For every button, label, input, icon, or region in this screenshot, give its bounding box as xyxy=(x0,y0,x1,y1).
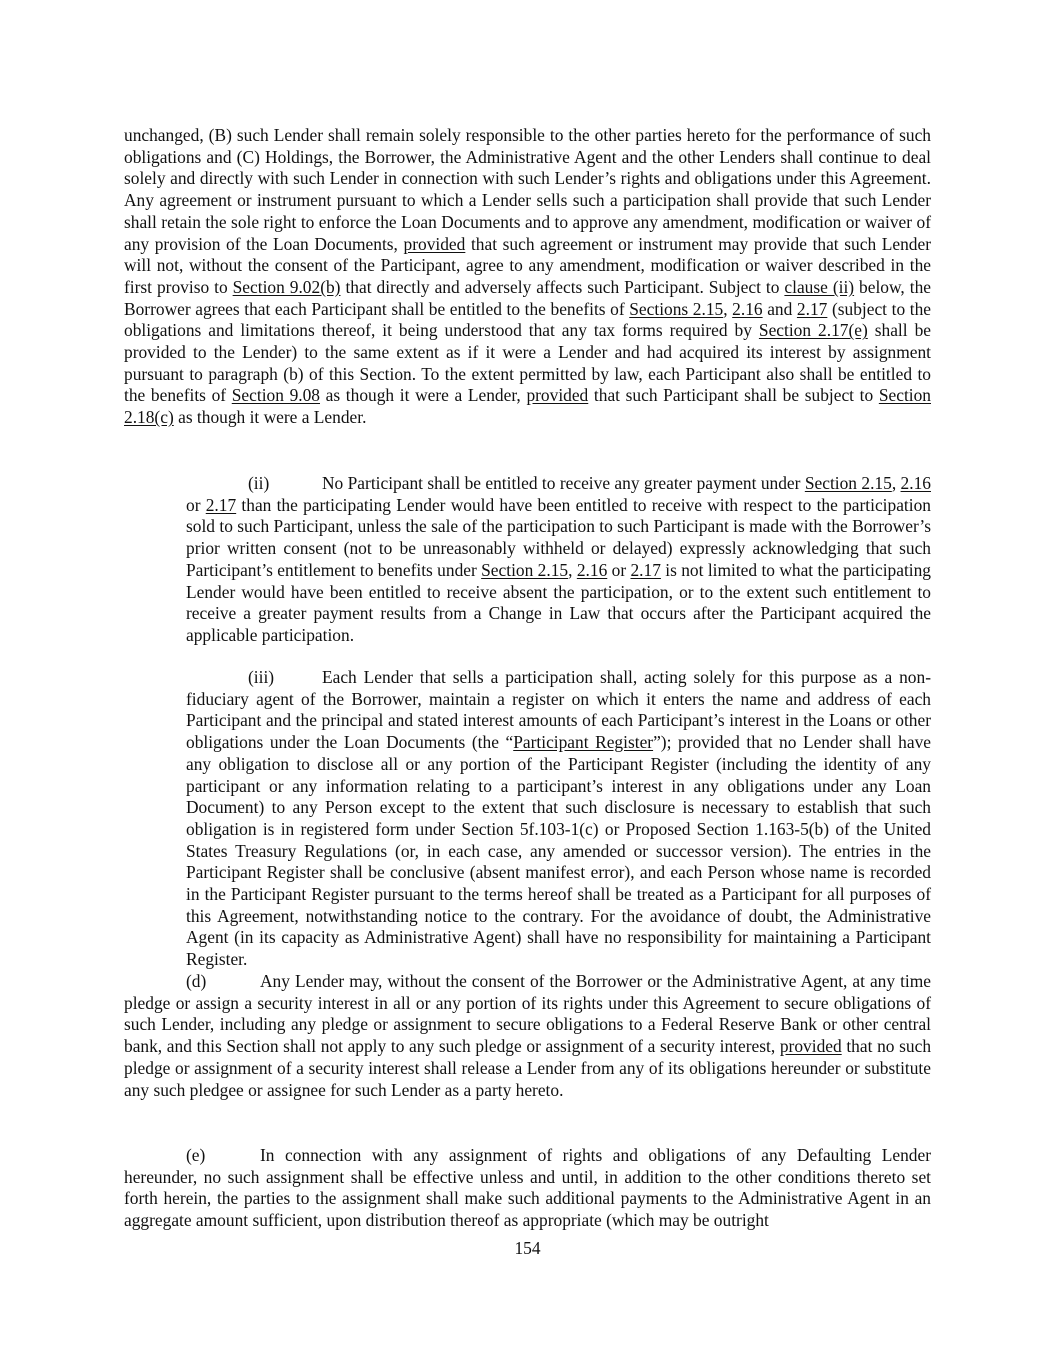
section-ref: Section 2.15 xyxy=(804,473,892,493)
provided-term: provided xyxy=(403,233,466,254)
paragraph-participation-continued: unchanged, (B) such Lender shall remain solely responsible to the other parties hereto for the performance of such obligations and (C) Holdings, the Borrower, the Administrative Agent and the other Lenders shall continue to deal solely and directly with such Lender in connection with such Lender’s rights and obligations under this Agreement. Any agreement or instrument pursuant to which a Lender sells such a participation shall provide that such Lender shall retain the sole right to enforce the Loan Documents and to approve any amendment, modification or waiver of any provision of the Loan Documents, provided that such agreement or instrument may provide that such Lender will not, without the consent of the Participant, agree to any amendment, modification or waiver described in the first proviso to Section 9.02(b) that directly and adversely affects such Participant. Subject to clause (ii) below, the Borrower agrees that each Participant shall be entitled to the benefits of Sections 2.15, 2.16 and 2.17 (subject to the obligations and limitations thereof, it being understood that any tax forms required by Section 2.17(e) shall be provided to the Lender) to the same extent as if it were a Lender and had acquired its interest by assignment pursuant to paragraph (b) of this Section. To the extent permitted by law, each Participant also shall be entitled to the benefits of Section 9.08 as though it were a Lender, provided that such Participant shall be subject to Section 2.18(c) as though it were a Lender. xyxy=(124,125,931,428)
clause-label: (ii) xyxy=(248,473,270,493)
clause-ref: clause (ii) xyxy=(784,276,855,297)
section-ref: Section 2.17(e) xyxy=(758,320,868,341)
defined-term: Participant Register xyxy=(513,732,654,753)
paragraph-clause-ii: (ii) No Participant shall be entitled to receive any greater payment under Section 2.15, 2.16 or 2.17 than the participating Lender would have been entitled to receive with respect to the participation sold to such Participant, unless the sale of the participation to such Participant is made with the Borrower’s prior written consent (not to be unreasonably withheld or delayed) expressly acknowledging that such Participant’s entitlement to benefits under Section 2.15, 2.16 or 2.17 is not limited to what the participating Lender would have been entitled to receive absent the participation, or to the extent such entitlement to receive a greater payment results from a Change in Law that occurs after the Participant acquired the applicable participation. xyxy=(186,473,931,645)
paragraph-clause-e: (e) In connection with any assignment of rights and obligations of any Defaulting Lender hereunder, no such assignment shall be effective unless and until, in addition to the other conditions thereto set forth herein, the parties to the assignment shall make such additional payments to the Administrative Agent in an aggregate amount sufficient, upon distribution thereof as appropriate (which may be outright xyxy=(124,1145,931,1231)
paragraph-clause-d: (d) Any Lender may, without the consent of the Borrower or the Administrative Agent, at any time pledge or assign a security interest in all or any portion of its rights under this Agreement to secure obligations of such Lender, including any pledge or assignment to secure obligations to a Federal Reserve Bank or other central bank, and this Section shall not apply to any such pledge or assignment of a security interest, provided that no such pledge or assignment of a security interest shall release a Lender from any of its obligations hereunder or substitute any such pledgee or assignee for such Lender as a party hereto. xyxy=(124,971,932,1100)
section-ref: Section 2.18(c) xyxy=(124,385,931,428)
clause-label: (iii) xyxy=(248,667,275,687)
section-ref: 2.17 xyxy=(796,298,828,319)
provided-term: provided xyxy=(526,385,589,406)
section-ref: 2.17 xyxy=(630,559,661,580)
page-number: 154 xyxy=(514,1238,541,1258)
provided-term: provided xyxy=(779,1036,842,1057)
clause-label: (d) xyxy=(186,971,207,991)
section-ref: 2.16 xyxy=(576,559,608,580)
section-ref: Section 9.02(b) xyxy=(232,276,341,297)
section-ref: Section 2.15 xyxy=(481,559,569,580)
section-ref: 2.16 xyxy=(732,298,763,319)
section-ref: 2.16 xyxy=(900,473,931,493)
section-ref: Sections 2.15 xyxy=(629,298,724,319)
section-ref: 2.17 xyxy=(205,494,237,515)
paragraph-clause-iii: (iii) Each Lender that sells a participation shall, acting solely for this purpose as a non-fiduciary agent of the Borrower, maintain a register on which it enters the name and address of each Participant and the principal and stated interest amounts of each Participant’s interest in the Loans or other obligations under the Loan Documents (the “Participant Register”); provided that no Lender shall have any obligation to disclose all or any portion of the Participant Register (including the identity of any participant or any information relating to a participant’s interest in any obligations under any Loan Document) to any Person except to the extent that such disclosure is necessary to establish that such obligation is in registered form under Section 5f.103-1(c) or Proposed Section 1.163-5(b) of the United States Treasury Regulations (or, in each case, any amended or successor version). The entries in the Participant Register shall be conclusive (absent manifest error), and each Person whose name is recorded in the Participant Register pursuant to the terms hereof shall be treated as a Participant for all purposes of this Agreement, notwithstanding notice to the contrary. For the avoidance of doubt, the Administrative Agent (in its capacity as Administrative Agent) shall have no responsibility for maintaining a Participant Register. xyxy=(186,667,931,970)
section-ref: Section 9.08 xyxy=(231,385,320,406)
clause-label: (e) xyxy=(186,1145,206,1165)
